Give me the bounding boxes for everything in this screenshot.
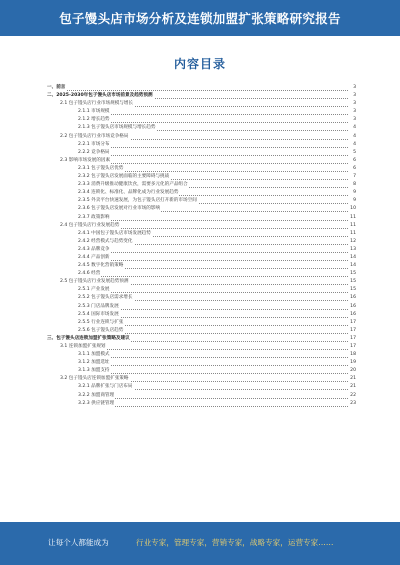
toc-entry[interactable] <box>0 294 400 302</box>
toc-heading: 内容目录 <box>173 57 226 71</box>
toc-leader <box>78 400 348 407</box>
toc-entry-text: 2.3.7 政策影响 <box>78 214 111 222</box>
toc-entry[interactable] <box>0 108 400 116</box>
toc-entry-page: 17 <box>350 335 356 341</box>
toc-entry-page: 15 <box>350 287 356 293</box>
toc-entry-page: 14 <box>350 254 356 260</box>
toc-entry-text: 2.5.6 包子馒头店趋势 <box>78 327 124 335</box>
toc-entry-page: 18 <box>350 352 356 358</box>
toc-entry[interactable] <box>0 157 400 165</box>
toc-entry[interactable] <box>0 367 400 375</box>
toc-entry[interactable] <box>0 222 400 230</box>
toc-entry-text: 2.3.1 包子馒头店优势 <box>78 165 124 173</box>
toc-entry-page: 9 <box>353 190 356 196</box>
toc-entry-page: 13 <box>350 246 356 252</box>
footer-experts: 行业专家，管理专家，营销专家，战略专家，运营专家…… <box>136 538 334 547</box>
toc-entry[interactable] <box>0 303 400 311</box>
toc-entry[interactable] <box>0 116 400 124</box>
toc-entry[interactable] <box>0 205 400 213</box>
toc-entry[interactable] <box>0 141 400 149</box>
toc-leader <box>78 392 348 399</box>
footer-bar <box>0 522 400 565</box>
toc-entry[interactable] <box>0 319 400 327</box>
toc-entry[interactable] <box>0 181 400 189</box>
toc-entry-page: 3 <box>353 117 356 123</box>
toc-entry[interactable] <box>0 92 400 100</box>
toc-entry-page: 23 <box>350 400 356 406</box>
toc-entry[interactable] <box>0 133 400 141</box>
toc-entry-page: 12 <box>350 238 356 244</box>
toc-entry-text: 2.5 包子馒头店行业发展趋势预测 <box>60 278 130 286</box>
toc-leader <box>78 367 348 374</box>
toc-entry-text: 3.1.2 加盟选址 <box>78 359 111 367</box>
toc-entry-text: 2.4 包子馒头店行业发展趋势 <box>60 222 120 230</box>
toc-entry[interactable] <box>0 335 400 343</box>
toc-entry-text: 2.2.2 竞争格局 <box>78 149 111 157</box>
toc-entry-page: 4 <box>353 125 356 131</box>
toc-entry-page: 16 <box>350 311 356 317</box>
toc-entry-text: 3.2 包子馒头店连锁加盟扩张策略 <box>60 375 130 383</box>
toc-leader <box>78 351 348 358</box>
toc-entry[interactable] <box>0 230 400 238</box>
toc-entry-page: 20 <box>350 368 356 374</box>
toc-entry-page: 16 <box>350 295 356 301</box>
toc-entry-page: 14 <box>350 263 356 269</box>
toc-leader <box>78 214 348 221</box>
toc-entry[interactable] <box>0 124 400 132</box>
toc-entry-page: 8 <box>353 182 356 188</box>
toc-entry-page: 4 <box>353 141 356 147</box>
toc-entry-text: 2.5.3 门店品牌发展 <box>78 303 120 311</box>
toc-entry[interactable] <box>0 165 400 173</box>
toc-leader <box>78 108 348 115</box>
toc-entry[interactable] <box>0 100 400 108</box>
toc-leader <box>78 359 348 366</box>
toc-entry-page: 3 <box>353 101 356 107</box>
toc-entry-text: 2.3 影响市场发展的因素 <box>60 157 111 165</box>
toc-entry-page: 6 <box>353 157 356 163</box>
toc-entry[interactable] <box>0 286 400 294</box>
toc-entry[interactable] <box>0 173 400 181</box>
toc-entry-text: 2.5.4 国际市场发展 <box>78 311 120 319</box>
toc-entry[interactable] <box>0 400 400 408</box>
toc-entry[interactable] <box>0 189 400 197</box>
toc-entry-text: 2.1.2 增长趋势 <box>78 116 111 124</box>
toc-entry-text: 2.4.3 品牌竞争 <box>78 246 111 254</box>
report-title: 包子馒头店市场分析及连锁加盟扩张策略研究报告 <box>59 11 341 26</box>
toc-entry-text: 3.1 连锁加盟扩张规划 <box>60 343 107 351</box>
toc-entry[interactable] <box>0 214 400 222</box>
toc-entry-page: 10 <box>350 206 356 212</box>
toc-entry[interactable] <box>0 375 400 383</box>
toc-entry-text: 2.3.5 外卖平台快速发展，为包子馒头店打开新的市场空间 <box>78 197 198 205</box>
toc-entry-text: 2.3.3 消费升级推动健康饮食，需要多元化的产品组合 <box>78 181 189 189</box>
toc-entry[interactable] <box>0 238 400 246</box>
toc-entry-text: 2.1.1 市场规模 <box>78 108 111 116</box>
toc-leader <box>78 246 348 253</box>
toc-entry[interactable] <box>0 383 400 391</box>
toc-entry-text: 2.3.6 包子馒头店发展对行业市场的影响 <box>78 205 161 213</box>
toc-entry[interactable] <box>0 278 400 286</box>
toc-entry[interactable] <box>0 262 400 270</box>
toc-entry-page: 15 <box>350 279 356 285</box>
table-of-contents <box>0 84 400 408</box>
toc-entry-text: 2.4.6 经营 <box>78 270 101 278</box>
toc-leader <box>78 149 348 156</box>
footer-slogan: 让每个人都能成为 <box>48 538 109 547</box>
toc-entry-text: 2.1 包子馒头店行业市场规模与增长 <box>60 100 134 108</box>
toc-entry-page: 3 <box>353 85 356 90</box>
toc-entry-page: 7 <box>353 174 356 180</box>
toc-entry[interactable] <box>0 351 400 359</box>
toc-entry-page: 11 <box>350 222 356 228</box>
toc-entry-page: 17 <box>350 327 356 333</box>
toc-entry-text: 2.5.2 包子馒头店需求增长 <box>78 294 134 302</box>
toc-entry-page: 17 <box>350 344 356 349</box>
toc-entry-page: 4 <box>353 133 356 139</box>
toc-entry[interactable] <box>0 254 400 262</box>
toc-entry-text: 三、包子馒头店连锁加盟扩张策略及建议 <box>47 335 131 343</box>
toc-entry-text: 2.1.3 包子馒头店市场规模与增长趋势 <box>78 124 156 132</box>
toc-entry-page: 21 <box>350 376 356 382</box>
toc-entry-page: 5 <box>353 149 356 155</box>
toc-entry-page: 16 <box>350 303 356 309</box>
toc-entry-text: 2.4.1 中国包子馒头店市场发展趋势 <box>78 230 152 238</box>
toc-entry-text: 2.4.5 数字化营销策略 <box>78 262 124 270</box>
toc-entry[interactable] <box>0 246 400 254</box>
toc-entry-page: 15 <box>350 271 356 277</box>
toc-entry-text: 3.2.2 加盟商管理 <box>78 392 115 400</box>
toc-entry-page: 6 <box>353 165 356 171</box>
toc-entry-text: 3.2.3 供应链管理 <box>78 400 115 408</box>
toc-entry-page: 3 <box>353 109 356 115</box>
toc-leader <box>78 254 348 261</box>
toc-entry-text: 2.4.4 产品创新 <box>78 254 111 262</box>
toc-entry[interactable] <box>0 311 400 319</box>
toc-entry-text: 3.1.3 加盟支持 <box>78 367 111 375</box>
toc-entry-text: 2.2 包子馒头店行业市场竞争格局 <box>60 133 130 141</box>
toc-entry-text: 二、2025-2030年包子馒头店市场前景及趋势预测 <box>47 92 154 100</box>
toc-entry-page: 9 <box>353 198 356 204</box>
toc-entry-text: 3.2.1 品牌扩张与门店布局 <box>78 383 134 391</box>
toc-entry-text: 2.3.4 连锁化、标准化、品牌化成为行业发展趋势 <box>78 189 179 197</box>
toc-entry[interactable] <box>0 392 400 400</box>
toc-entry-text: 一、前言 <box>47 84 66 92</box>
toc-entry-page: 17 <box>350 319 356 325</box>
toc-leader <box>78 286 348 293</box>
toc-entry-text: 2.5.1 产业发展 <box>78 286 111 294</box>
toc-entry-text: 2.3.2 包子馒头店发展面临的主要障碍与挑战 <box>78 173 170 181</box>
toc-entry[interactable] <box>0 84 400 92</box>
toc-entry[interactable] <box>0 197 400 205</box>
toc-entry-page: 11 <box>350 214 356 220</box>
toc-entry-text: 3.1.1 加盟模式 <box>78 351 111 359</box>
toc-leader <box>78 141 348 148</box>
toc-entry-text: 2.4.2 经营模式与趋势变化 <box>78 238 134 246</box>
toc-entry-page: 3 <box>353 93 356 99</box>
toc-entry-text: 2.2.1 市场分布 <box>78 141 111 149</box>
toc-entry-page: 21 <box>350 384 356 390</box>
toc-entry[interactable] <box>0 359 400 367</box>
toc-entry-page: 19 <box>350 360 356 366</box>
toc-entry-text: 2.5.5 行业连锁与扩张 <box>78 319 124 327</box>
toc-leader <box>47 84 348 91</box>
toc-entry-page: 22 <box>350 392 356 398</box>
toc-leader <box>78 270 348 277</box>
toc-entry[interactable] <box>0 270 400 278</box>
toc-entry[interactable] <box>0 343 400 351</box>
toc-entry[interactable] <box>0 327 400 335</box>
header-bar <box>0 0 400 36</box>
toc-entry-page: 11 <box>350 230 356 236</box>
toc-leader <box>78 116 348 123</box>
toc-entry[interactable] <box>0 149 400 157</box>
